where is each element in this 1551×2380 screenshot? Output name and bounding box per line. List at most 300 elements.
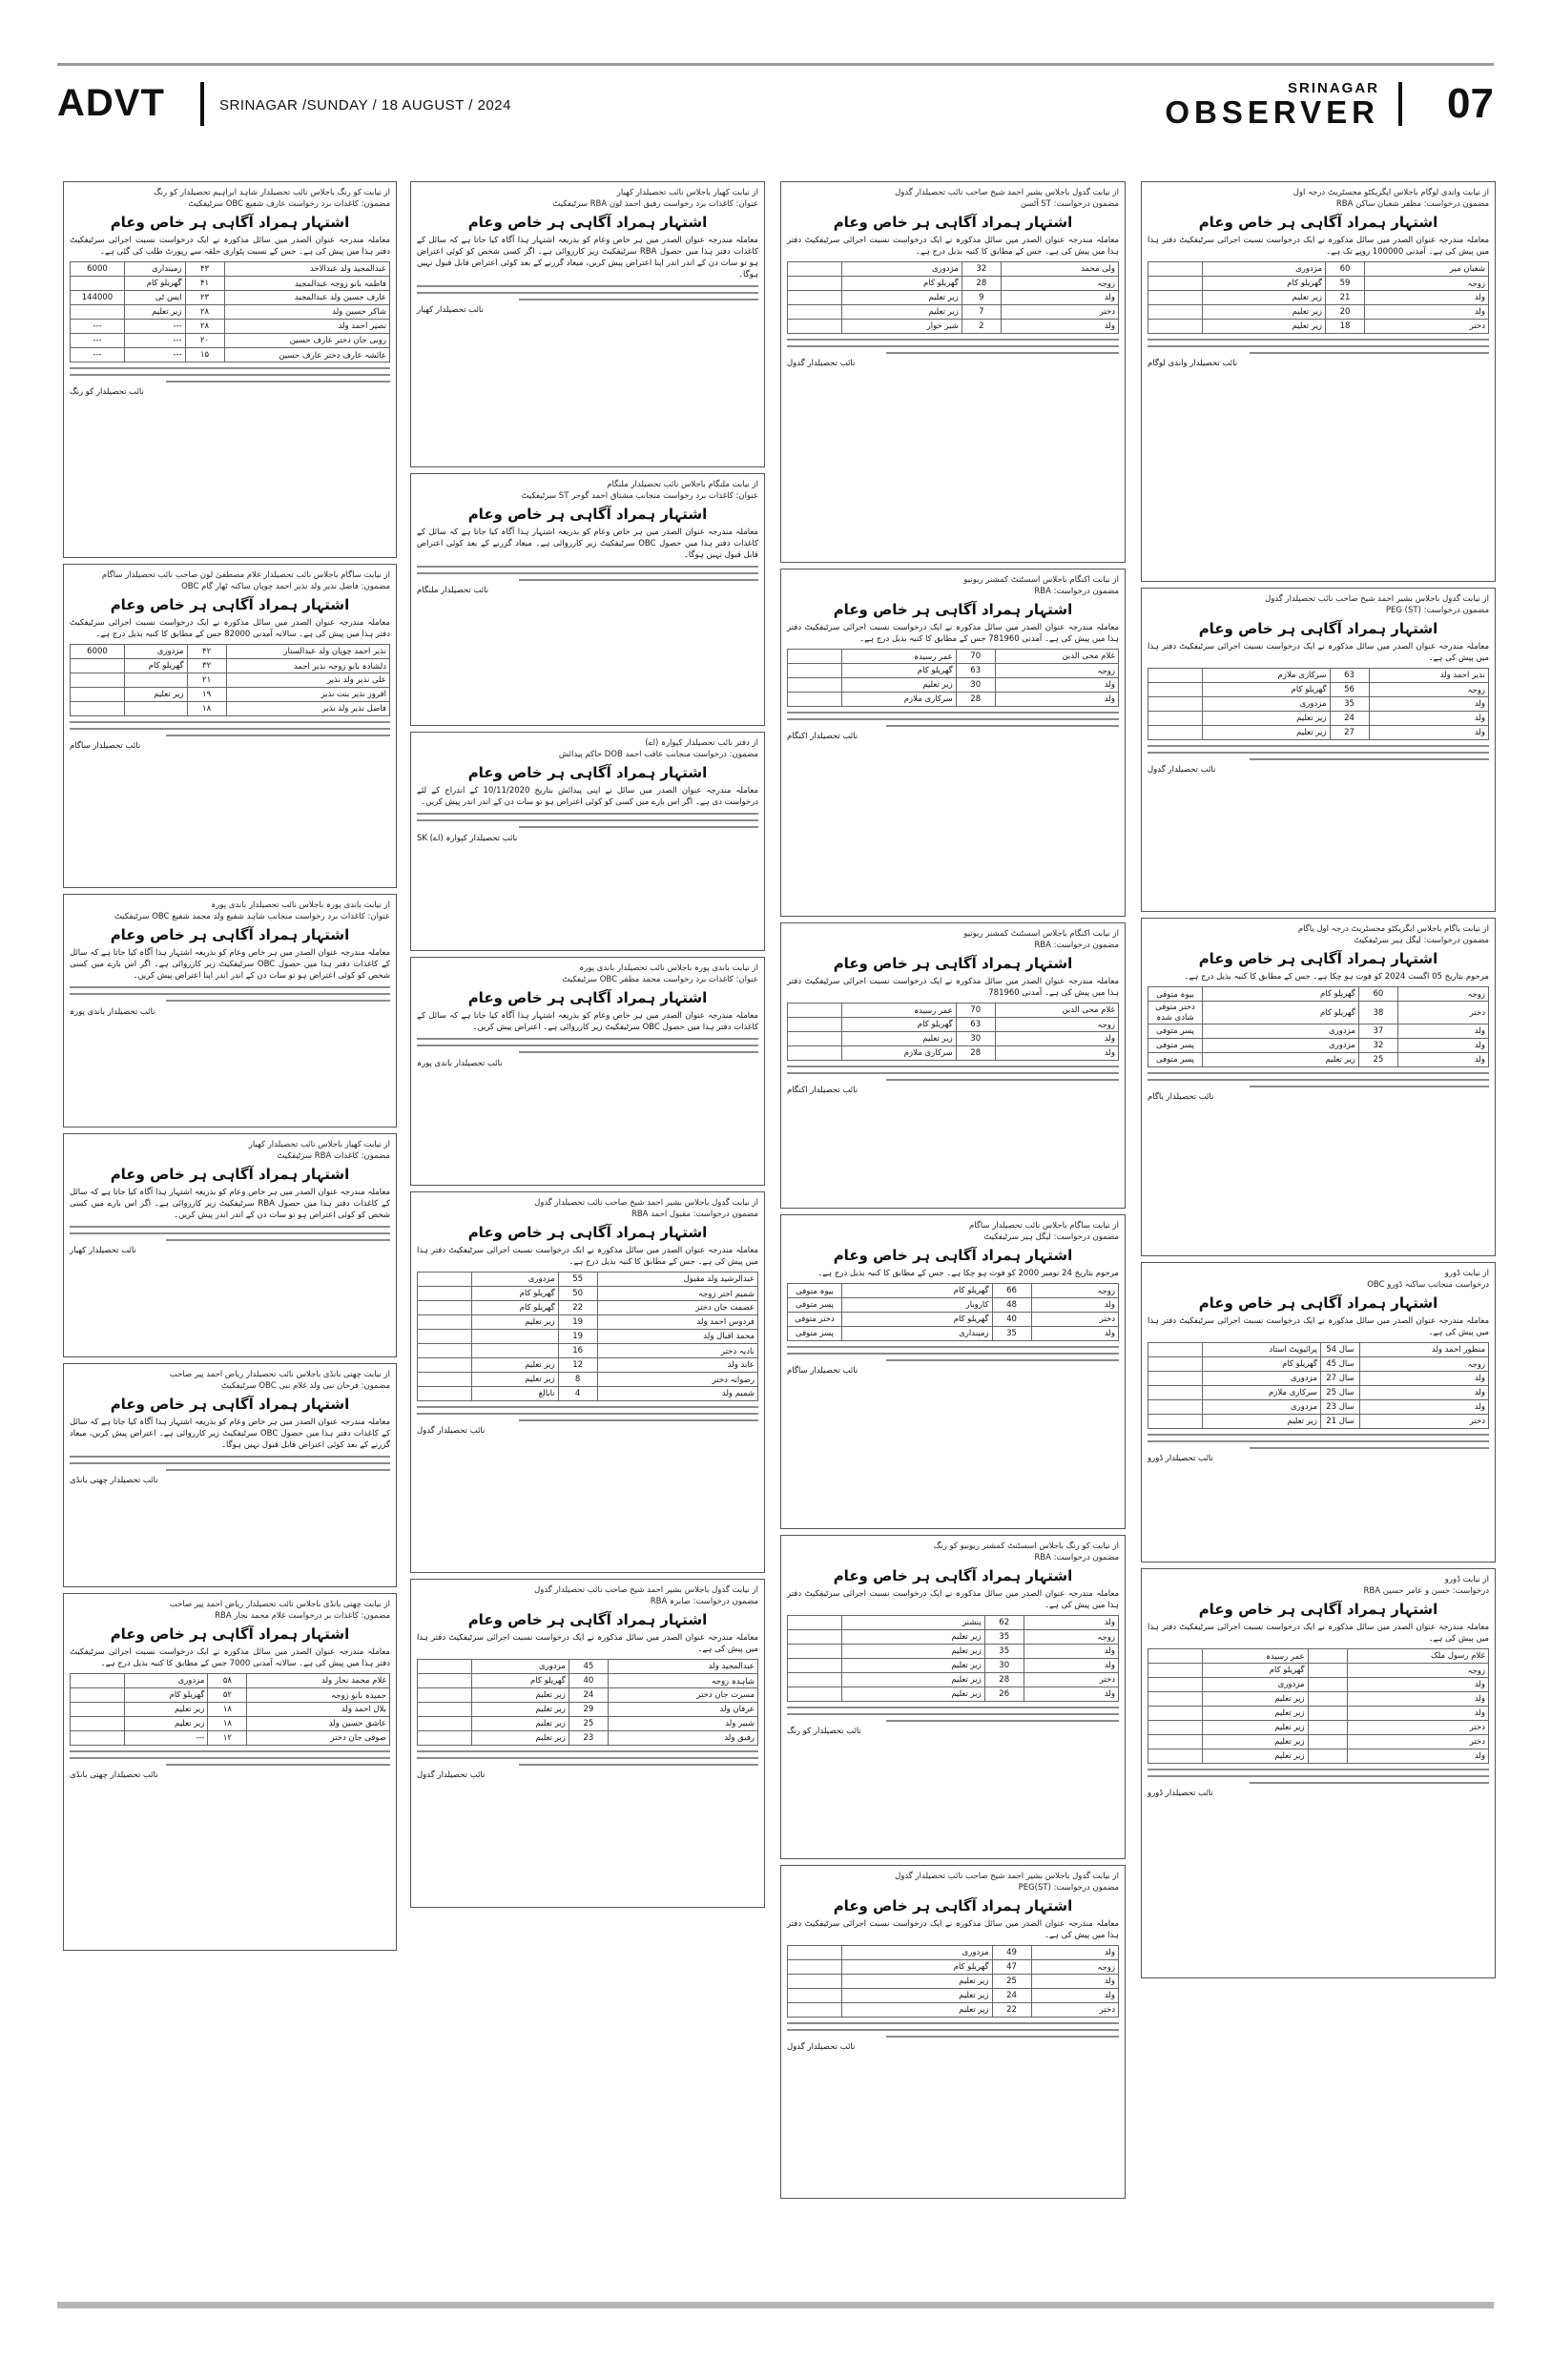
family-table [1148,668,1489,740]
notice-title: اشتہار ہمراد آگاہی ہر خاص وعام [1198,1601,1438,1618]
member-occupation: زیر تعلیم [1203,1707,1309,1721]
member-age: ۱۸ [187,702,226,716]
notice-title: اشتہار ہمراد آگاہی ہر خاص وعام [110,1166,350,1183]
family-row [71,291,390,305]
member-name: زوجہ [1397,987,1488,1002]
member-income [788,693,842,707]
text-line [787,1346,1119,1348]
member-age: ۲۳ [185,291,224,305]
member-name: دختر [1347,1735,1488,1749]
member-age: ۱۸ [208,1717,247,1731]
member-occupation: زیر تعلیم [842,678,957,693]
member-name: زوجہ [1365,277,1489,291]
notice-title: اشتہار ہمراد آگاہی ہر خاص وعام [833,214,1073,231]
member-age: 63 [1330,669,1369,683]
member-occupation: گھریلو کام [1203,1664,1309,1678]
text-line [70,1757,390,1759]
notice-box [63,894,397,1128]
member-occupation: زیر تعلیم [842,2003,993,2018]
notice-body: معاملہ مندرجہ عنوان الصدر میں سائل مذکورہ نے ایک درخواست نسبت اجرائی سرٹیفکیٹ دفتر ہذا میں پیش کی ہے۔ جس کے نسبت پٹواری حلقہ سے رپورٹ طلب کی گئی ہے۔ [70,236,390,257]
member-name: عصمت جان دختر [597,1301,757,1315]
notice-body: معاملہ مندرجہ عنوان الصدر میں ہر خاص وعام کو بذریعہ اشتہار ہذا آگاہ کیا جاتا ہے کہ سائل کے کاغذات دفتر ہذا میں حصول RBA سرٹیفکیٹ زیر کارروائی ہے۔ اگر کسی شخص کو کوئی اعتراض ہو تو سات دن کے اندر اندر اپنا اعتراض پیش کریں، میعاد گزرنے کے بعد کوئی اعتراض قابل قبول نہیں ہوگا۔ [417,236,758,279]
notice-signature: نائب تحصیلدار یاگام [1148,1092,1214,1102]
member-occupation: گھریلو کام [842,664,957,678]
notice-subject: مضمون درخواست: RBA [1034,941,1119,950]
family-row [788,1327,1119,1341]
notice-subject: مضمون: فرحان نبی ولد غلام نبی OBC سرٹیفکیٹ [220,1381,390,1391]
notice-body: معاملہ مندرجہ عنوان الصدر میں سائل مذکورہ نے ایک درخواست نسبت اجرائی سرٹیفکیٹ دفتر ہذا میں پیش کی ہے۔ سالانہ آمدنی 82000 جس کے مطابق کا کنبہ بذیل درج ہے۔ [70,618,390,639]
notice-text-lines [417,813,758,828]
member-name: شمیم اختر زوجہ [597,1287,757,1301]
member-age: 47 [992,1960,1031,1975]
family-row [71,673,390,688]
member-name: ولد [1001,320,1118,334]
notice-header: از نیابت اکنگام باجلاس اسسٹنٹ کمشنر ریونیو [963,929,1119,939]
notice-header: از نیابت ساگام باجلاس نائب تحصیلدار غلام مصطفیٰ لون صاحب نائب تحصیلدار ساگام [101,570,390,580]
family-table [787,1283,1119,1341]
text-line [1148,1769,1489,1770]
member-name: غلام محی الدین [995,650,1118,664]
member-income [788,1975,842,1989]
family-row [788,664,1119,678]
notice-header: از نیابت کھیار باجلاس نائب تحصیلدار کھیار [248,1140,390,1149]
notice-box [63,564,397,888]
notice-box [410,181,765,467]
member-occupation: گھریلو کام [842,1313,993,1327]
family-row [418,1330,758,1344]
column-2 [410,181,765,1914]
family-row [788,2003,1119,2018]
family-table [787,1615,1119,1702]
notice-text-lines [787,2022,1119,2038]
notice-title: اشتہار ہمراد آگاہی ہر خاص وعام [110,1396,350,1413]
notice-body: معاملہ مندرجہ عنوان الصدر میں سائل مذکورہ نے ایک درخواست نسبت اجرائی سرٹیفکیٹ دفتر ہذا میں پیش کی ہے۔ [787,1589,1119,1610]
family-row [418,1301,758,1315]
member-income [418,1688,472,1703]
family-row [788,1284,1119,1298]
member-occupation: زیر تعلیم [472,1703,569,1717]
member-income [788,1004,842,1018]
member-occupation: مزدوری [1203,1039,1359,1053]
member-age: 24 [992,1989,1031,2003]
notice-box [63,1593,397,1951]
member-income [788,1616,842,1630]
notice-body: معاملہ مندرجہ عنوان الصدر میں سائل مذکورہ نے ایک درخواست نسبت اجرائی سرٹیفکیٹ دفتر ہذا میں پیش کی ہے۔ [1148,1316,1489,1337]
notice-header: از نیابت چھتی بانڈی باجلاس نائب تحصیلدار ریاض احمد پیر صاحب [169,1370,390,1379]
member-occupation: زیر تعلیم [1203,291,1326,305]
notice-title: اشتہار ہمراد آگاہی ہر خاص وعام [1198,214,1438,231]
family-row [788,1687,1119,1702]
notice-box [1141,181,1496,582]
member-occupation: گھریلو کام [842,1284,993,1298]
notice-signature: نائب تحصیلدار گدول [787,2042,856,2052]
notice-header: از نیابت کھیار باجلاس نائب تحصیلدار کھیار [616,188,758,197]
notice-body: معاملہ مندرجہ عنوان الصدر میں ہر خاص وعام کو بذریعہ اشتہار ہذا آگاہ کیا جاتا ہے کہ سائل کے کاغذات دفتر ہذا میں حصول OBC سرٹیفکیٹ زیر کارروائی ہے۔ اگر اس بارے میں کسی شخص کو کوئی اعتراض ہو تو سات دن کے اندر اندر اپنا اعتراض پیش کریں۔ [70,948,390,981]
member-occupation: پرائیویٹ استاد [1203,1343,1321,1357]
member-occupation: شیر خوار [842,320,962,334]
family-row [1148,669,1489,683]
text-line [787,2022,1119,2024]
family-table [1148,1648,1489,1764]
notice-title: اشتہار ہمراد آگاہی ہر خاص وعام [467,214,708,231]
member-income [71,277,125,291]
member-income [71,673,125,688]
brand-city: SRINAGAR [1287,80,1379,96]
notice-body: معاملہ مندرجہ عنوان الصدر میں سائل مذکورہ نے ایک درخواست نسبت اجرائی سرٹیفکیٹ دفتر ہذا میں پیش کی ہے۔ آمدنی 781960 جس کے مطابق کا کنبہ بذیل درج ہے۔ [787,623,1119,644]
member-name: مسرت جان دختر [608,1688,757,1703]
member-name: زوجہ [1359,1357,1488,1372]
notice-text-lines [1148,1072,1489,1087]
member-age: ۱۵ [185,348,224,362]
notice-body: مرحوم بتاریخ 05 اگست 2024 کو فوت ہو چکا ہے۔ جس کے مطابق کا کنبہ بذیل درج ہے۔ [1184,972,1489,982]
notice-signature: نائب تحصیلدار کپوارہ (اے) SK [417,834,518,843]
member-occupation: زیر تعلیم [472,1731,569,1746]
member-income [1148,697,1203,712]
member-occupation: --- [125,334,186,348]
member-occupation: گھریلو کام [472,1674,569,1688]
text-line [166,1000,390,1002]
text-line [417,1413,758,1415]
member-name: عبدالمجید ولد عبدالاحد [224,262,389,277]
family-table [70,1673,390,1746]
member-age: 16 [558,1344,597,1358]
notice-subject: مضمون درخواست: صابرہ RBA [650,1597,758,1606]
notice-text-lines [70,367,390,383]
member-name: ولد [1024,1645,1118,1659]
member-income [1148,1735,1203,1749]
family-row [418,1717,758,1731]
member-name: عابد ولد [597,1358,757,1373]
family-row [788,1975,1119,1989]
family-row [418,1688,758,1703]
notice-header: از نیابت ساگام باجلاس نائب تحصیلدار ساگام [969,1221,1119,1231]
member-occupation: مزدوری [125,645,188,659]
member-income [788,1645,842,1659]
member-occupation: زیر تعلیم [842,1975,993,1989]
member-occupation: گھریلو کام [842,1960,993,1975]
member-income [1148,1749,1203,1764]
member-age: 60 [1358,987,1397,1002]
notice-title: اشتہار ہمراد آگاہی ہر خاص وعام [110,1625,350,1643]
member-income [418,1373,472,1387]
member-age: 63 [956,664,995,678]
member-occupation: زیر تعلیم [472,1373,559,1387]
family-row [418,1373,758,1387]
notice-header: از نیابت گدول باجلاس بشیر احمد شیخ صاحب نائب تحصیلدار گدول [895,1872,1119,1881]
family-row [788,1659,1119,1673]
member-age: ۱۹ [187,688,226,702]
member-income [1148,277,1203,291]
notice-signature: نائب تحصیلدار ملنگام [417,586,489,595]
family-row [71,1674,390,1688]
member-income [788,1018,842,1032]
member-occupation: زیر تعلیم [125,1703,208,1717]
notice-body: معاملہ مندرجہ عنوان الصدر میں سائل مذکورہ نے ایک درخواست نسبت اجرائی سرٹیفکیٹ دفتر ہذا میں پیش کی ہے۔ جس کے مطابق کا کنبہ بذیل درج ہے۔ [417,1246,758,1267]
member-name: ولد [1031,1327,1118,1341]
member-income [418,1273,472,1287]
notice-subject: درخواست: حسن و عامر حسین RBA [1363,1586,1489,1596]
member-occupation [125,673,188,688]
text-line [1250,758,1489,760]
text-line [1148,345,1489,347]
member-name: ولد [1397,1024,1488,1039]
text-line [166,1764,390,1766]
member-age: 40 [569,1674,608,1688]
family-row [1148,1386,1489,1400]
member-age: 40 [992,1313,1031,1327]
family-row [71,1731,390,1746]
family-row [788,1313,1119,1327]
member-occupation: --- [125,348,186,362]
notice-text-lines [787,712,1119,727]
member-income [788,291,842,305]
text-line [886,1359,1119,1361]
member-income [71,1688,125,1703]
text-line [886,725,1119,727]
family-table [787,1003,1119,1061]
member-occupation: سرکاری ملازم [842,1046,957,1061]
member-income [1148,1372,1203,1386]
family-row [71,659,390,673]
member-name: عبدالرشید ولد مقبول [597,1273,757,1287]
member-name: ولی محمد [1001,262,1118,277]
member-occupation: مزدوری [842,262,962,277]
family-row [1148,320,1489,334]
text-line [70,993,390,995]
text-line [417,1038,758,1040]
notice-box [780,569,1126,917]
notice-signature: نائب تحصیلدار کو رنگ [787,1727,861,1736]
family-row [1148,1692,1489,1707]
member-income [418,1358,472,1373]
member-income [788,1946,842,1960]
notice-title: اشتہار ہمراد آگاہی ہر خاص وعام [833,1897,1073,1914]
text-line [70,1462,390,1464]
member-age: 70 [956,650,995,664]
brand-logo [1165,80,1379,129]
member-age: 7 [962,305,1001,320]
member-income [418,1330,472,1344]
member-occupation: کاروبار [842,1298,993,1313]
member-name: ولد [1369,697,1489,712]
member-income: دختر متوفی شادی شدہ [1148,1002,1203,1024]
member-occupation: --- [125,1731,208,1746]
member-age [1308,1678,1347,1692]
family-table [417,1659,758,1746]
member-occupation: گھریلو کام [472,1287,559,1301]
text-line [166,735,390,736]
notice-signature: نائب تحصیلدار چھتی بانڈی [70,1476,158,1485]
member-name: رفیق ولد [608,1731,757,1746]
notice-signature: نائب تحصیلدار کھیار [70,1246,136,1255]
member-age: 32 [962,262,1001,277]
member-income [1148,669,1203,683]
member-age: ۴۳ [185,262,224,277]
member-occupation: گھریلو کام [1203,1357,1321,1372]
family-row [71,277,390,291]
notice-box [410,473,765,726]
member-occupation: زیر تعلیم [472,1688,569,1703]
member-occupation: زیر تعلیم [842,305,962,320]
family-row [418,1315,758,1330]
member-occupation: زیر تعلیم [125,1717,208,1731]
member-income [1148,1678,1203,1692]
member-age: 19 [558,1315,597,1330]
notice-title: اشتہار ہمراد آگاہی ہر خاص وعام [467,1611,708,1628]
member-income [1148,712,1203,726]
notice-title: اشتہار ہمراد آگاہی ہر خاص وعام [110,926,350,943]
notice-signature: نائب تحصیلدار کو رنگ [70,387,144,397]
notice-signature: نائب تحصیلدار گدول [1148,765,1216,775]
member-occupation: گھریلو کام [1203,277,1326,291]
member-occupation: عمر رسیدہ [1203,1649,1309,1664]
member-income [1148,1386,1203,1400]
family-row [788,1960,1119,1975]
member-name: منظور احمد ولد [1359,1343,1488,1357]
family-row [1148,1415,1489,1429]
member-occupation: گھریلو کام [472,1301,559,1315]
member-age: ۵۲ [208,1688,247,1703]
notice-box [780,1535,1126,1859]
family-row [71,1717,390,1731]
notice-signature: نائب تحصیلدار گدول [417,1426,486,1436]
notice-subject: مضمون درخواست: لیگل ہیر سرٹیفکیٹ [983,1232,1119,1242]
member-age: 25 [992,1975,1031,1989]
family-row [71,334,390,348]
text-line [70,374,390,376]
text-line [886,1720,1119,1722]
section-label: ADVT [57,82,165,124]
member-income: 144000 [71,291,125,305]
family-row [788,693,1119,707]
member-name: صوفی جان دختر [247,1731,390,1746]
member-name: دختر [1031,2003,1118,2018]
member-income [1148,1649,1203,1664]
member-occupation: مزدوری [472,1273,559,1287]
member-occupation: زیر تعلیم [842,1989,993,2003]
brand-name: OBSERVER [1165,94,1379,130]
notice-title: اشتہار ہمراد آگاہی ہر خاص وعام [467,506,708,523]
family-row [1148,1024,1489,1039]
member-age: 50 [558,1287,597,1301]
member-income [1148,1357,1203,1372]
notice-signature: نائب تحصیلدار چھتی بانڈی [70,1770,158,1780]
member-occupation: عمر رسیدہ [842,650,957,664]
member-income: 6000 [71,262,125,277]
notice-box [1141,588,1496,912]
member-income [788,1687,842,1702]
member-income [788,1989,842,2003]
member-name: ولد [995,1032,1118,1046]
member-age: 18 [1326,320,1365,334]
notice-body: مرحوم بتاریخ 24 نومبر 2000 کو فوت ہو چکا ہے۔ جس کے مطابق کا کنبہ بذیل درج ہے۔ [817,1269,1119,1278]
family-table [787,1945,1119,2018]
member-income [418,1344,472,1358]
text-line [787,712,1119,714]
text-line [787,1066,1119,1067]
member-name: ولد [1024,1687,1118,1702]
family-table [787,649,1119,707]
member-occupation: زیر تعلیم [842,1687,985,1702]
notice-box [780,922,1126,1209]
text-line [70,721,390,723]
member-income: پسر متوفی [1148,1024,1203,1039]
member-occupation: گھریلو کام [842,277,962,291]
text-line [519,826,758,828]
member-age: ۳۲ [187,659,226,673]
member-income [1148,320,1203,334]
member-income: دختر متوفی [788,1313,842,1327]
notice-signature: نائب تحصیلدار واندی لوگام [1148,359,1238,368]
member-occupation: سرکاری ملازم [1203,1386,1321,1400]
member-name: رضوانہ دختر [597,1373,757,1387]
member-name: افروز نذیر بنت نذیر [226,688,389,702]
notice-box [63,1133,397,1357]
member-income [788,1659,842,1673]
family-row [71,262,390,277]
text-line [787,1353,1119,1355]
notice-signature: نائب تحصیلدار باندی پورہ [70,1007,155,1017]
member-age: 35 [984,1645,1024,1659]
family-row [1148,1721,1489,1735]
notice-body: معاملہ مندرجہ عنوان الصدر میں سائل مذکورہ نے ایک درخواست نسبت اجرائی سرٹیفکیٹ دفتر ہذا میں پیش کی ہے۔ سالانہ آمدنی 7000 جس کے مطابق کا کنبہ بذیل درج ہے۔ [70,1647,390,1668]
notice-text-lines [1148,1434,1489,1449]
notice-header: از نیابت گدول باجلاس بشیر احمد شیخ صاحب نائب تحصیلدار گدول [1265,594,1489,604]
family-table [1148,986,1489,1067]
member-name: شعبان میر [1365,262,1489,277]
member-name: ولد [995,678,1118,693]
member-income [71,1674,125,1688]
member-occupation: مزدوری [1203,1024,1359,1039]
family-row [788,320,1119,334]
notice-box [410,1579,765,1908]
member-income [418,1717,472,1731]
member-name: عارف حسین ولد عبدالمجید [224,291,389,305]
member-age [1308,1692,1347,1707]
member-name: زوجہ [1369,683,1489,697]
notice-box [1141,918,1496,1256]
text-line [1148,1434,1489,1436]
notice-signature: نائب تحصیلدار باندی پورہ [417,1059,503,1068]
notice-box [1141,1568,1496,1978]
member-income [71,688,125,702]
column-4 [1141,181,1496,1984]
member-occupation: زیر تعلیم [1203,1735,1309,1749]
notice-body: معاملہ مندرجہ عنوان الصدر میں سائل مذکورہ نے ایک درخواست نسبت اجرائی سرٹیفکیٹ دفتر ہذا میں پیش کی ہے۔ [1148,642,1489,663]
member-age: 70 [956,1004,995,1018]
member-age: 23 [569,1731,608,1746]
member-occupation: زیر تعلیم [472,1315,559,1330]
member-occupation: زیر تعلیم [1203,305,1326,320]
text-line [417,813,758,815]
member-income [418,1703,472,1717]
family-row [788,1989,1119,2003]
notice-body: معاملہ مندرجہ عنوان الصدر میں سائل نے اپنی پیدائش بتاریخ 10/11/2020 کے اندراج کے لئے درخواست دی ہے۔ اگر اس بارے میں کسی کو کوئی اعتراض ہو تو سات دن کے اندر اندر پیش کریں۔ [417,786,759,807]
text-line [166,1469,390,1471]
family-row [1148,1707,1489,1721]
family-row [788,1946,1119,1960]
notice-subject: عنوان: کاغذات برد رخواست منجانب شاہد شفیع ولد محمد شفیع OBC سرٹیفکیٹ [114,912,390,921]
member-income [1148,262,1203,277]
member-occupation: زیر تعلیم [472,1717,569,1731]
member-occupation: گھریلو کام [1203,1002,1359,1024]
member-income [1148,1400,1203,1415]
family-row [1148,1002,1489,1024]
member-income [1148,1692,1203,1707]
member-age: 49 [992,1946,1031,1960]
member-name: ولد [1031,1946,1118,1960]
member-occupation: گھریلو کام [125,1688,208,1703]
